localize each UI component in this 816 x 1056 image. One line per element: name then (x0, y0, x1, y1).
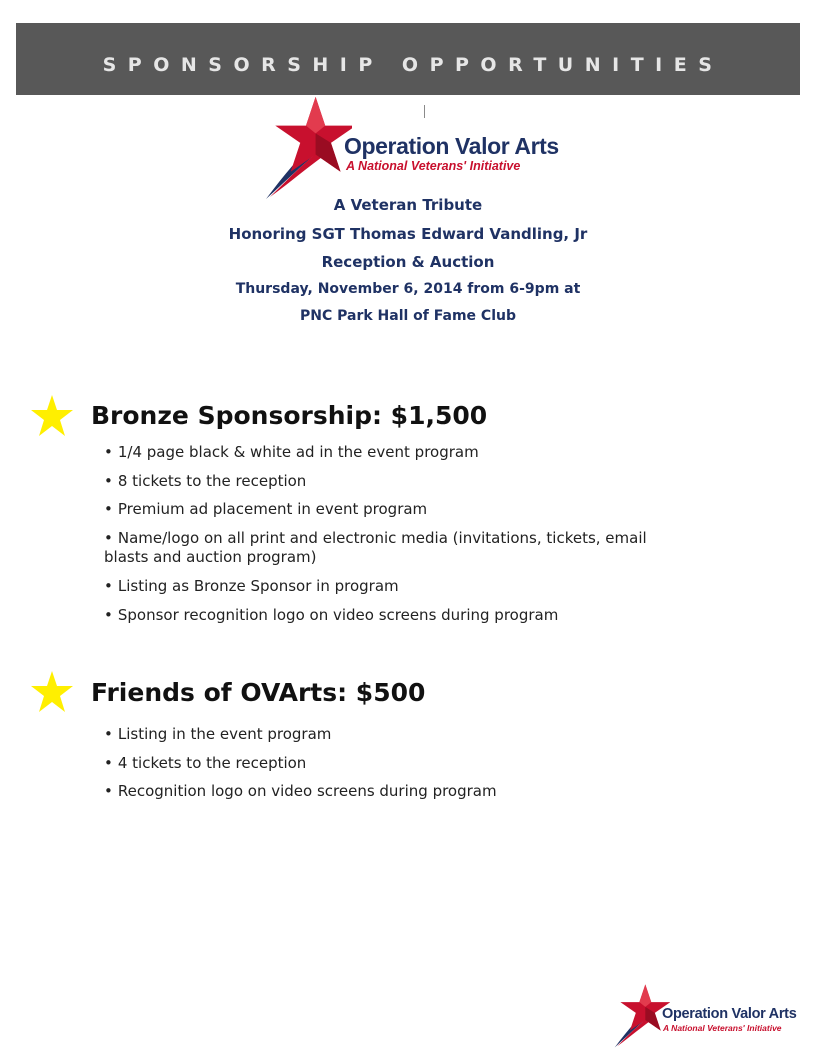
yellow-star-icon (30, 671, 74, 713)
header-banner (16, 23, 800, 95)
list-item: • 4 tickets to the reception (104, 754, 307, 772)
operation-valor-arts-logo (262, 93, 562, 203)
logo-tagline: A National Veterans' Initiative (346, 159, 521, 173)
red-star-logo-icon (262, 93, 352, 203)
list-item: • Listing in the event program (104, 725, 332, 743)
bronze-sponsorship-heading: Bronze Sponsorship: $1,500 (91, 401, 488, 430)
list-item: • Sponsor recognition logo on video screens during program (104, 606, 559, 624)
list-item: • Listing as Bronze Sponsor in program (104, 577, 399, 595)
event-title: A Veteran Tribute (333, 196, 483, 214)
yellow-star-icon (30, 395, 74, 437)
event-honoree: Honoring SGT Thomas Edward Vandling, Jr (228, 225, 588, 243)
friends-of-ovarts-heading: Friends of OVArts: $500 (91, 678, 426, 707)
red-star-logo-icon (610, 982, 670, 1050)
list-item: • Premium ad placement in event program (104, 500, 428, 518)
list-item: • 8 tickets to the reception (104, 472, 307, 490)
footer-logo-tagline: A National Veterans' Initiative (663, 1023, 782, 1033)
logo-name: Operation Valor Arts (344, 133, 559, 159)
footer-logo (610, 982, 800, 1050)
footer-logo-name: Operation Valor Arts (662, 1006, 797, 1022)
event-venue: PNC Park Hall of Fame Club (300, 308, 516, 324)
event-type: Reception & Auction (321, 253, 495, 271)
list-item: • Name/logo on all print and electronic media (invitations, tickets, email blasts and auction program) (104, 529, 647, 566)
list-item: • Recognition logo on video screens during program (104, 782, 497, 800)
event-date: Thursday, November 6, 2014 from 6-9pm at (235, 281, 581, 297)
banner-title: SPONSORSHIP OPPORTUNITIES (102, 54, 724, 76)
list-item: • 1/4 page black & white ad in the event program (104, 443, 479, 461)
